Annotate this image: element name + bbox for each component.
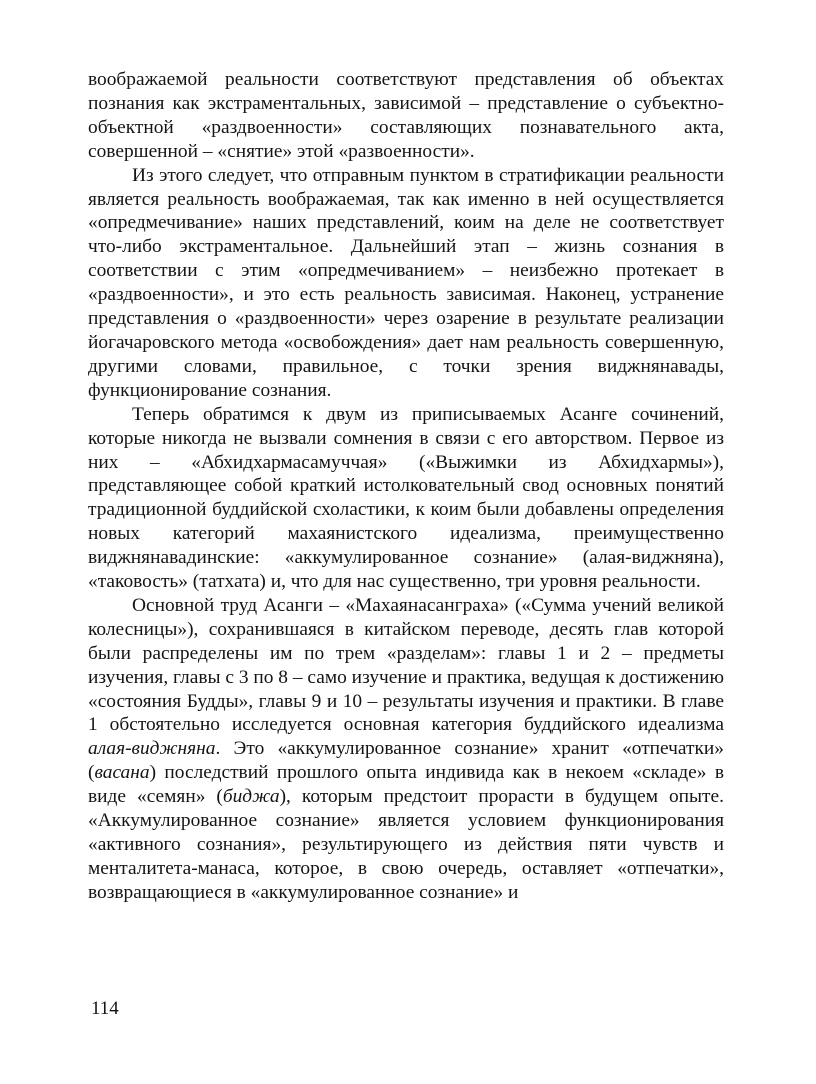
paragraph-text: Теперь обратимся к двум из приписываемых Асанге сочинений, которые никогда не вызвали сомнения в связи с его авторством. Первое из них – «Абхидхармасамуччая» («Выжимки из Абхидхармы»), представляющее собой краткий истолковательный свод основных понятий традиционной буддийской схоластики, к коим были добавлены определения новых категорий махаянистского идеализма, преимущественно виджнянавадинские: «аккумулированное сознание» (алая-виджняна), «таковость» (татхата) и, что для нас существенно, три уровня реальности. bbox=[88, 403, 724, 593]
paragraph-text: воображаемой реальности соответствуют представления об объектах познания как экстраментальных, зависимой – представление о субъектно-объектной «раздвоенности» составляющих познавательного акта, совершенной – «снятие» этой «развоенности». bbox=[88, 69, 724, 162]
paragraph bbox=[88, 164, 724, 403]
paragraph-text: Из этого следует, что отправным пунктом в стратификации реальности является реальность воображаемая, так как именно в ней осуществляется «опредмечивание» наших представлений, коим на деле не соответствует что-либо экстраментальное. Дальнейший этап – жизнь сознания в соответствии с этим «опредмечиванием» – неизбежно протекает в «раздвоенности», и это есть реальность зависимая. Наконец, устранение представления о «раздвоенности» через озарение в результате реализации йогачаровского метода «освобождения» дает нам реальность совершенную, другими словами, правильное, с точки зрения виджнянавады, функционирование сознания. bbox=[88, 164, 724, 401]
paragraph-text: ), которым предстоит прорасти в будущем опыте. «Аккумулированное сознание» является условием функционирования «активного сознания», результирующего из действия пяти чувств и менталитета-манаса, которое, в свою очередь, оставляет «отпечатки», возвращающиеся в «аккумулированное сознание» и bbox=[88, 786, 724, 903]
paragraph-text: Основной труд Асанги – «Махаянасанграха» («Сумма учений великой колесницы»), сохранившаяся в китайском переводе, десять глав которой были распределены им по трем «разделам»: главы 1 и 2 – предметы изучения, главы с 3 по 8 – само изучение и практика, ведущая к достижению «состояния Будды», главы 9 и 10 – результаты изучения и практики. В главе 1 обстоятельно исследуется основная категория буддийского идеализма bbox=[88, 594, 724, 736]
page-body-text bbox=[88, 68, 724, 905]
paragraph-text: ) последствий прошлого опыта индивида как в некоем «складе» в виде «семян» ( bbox=[88, 762, 724, 808]
italic-term: алая-виджняна bbox=[88, 738, 216, 760]
paragraph bbox=[88, 68, 724, 164]
italic-term: биджа bbox=[222, 786, 280, 808]
paragraph bbox=[88, 594, 724, 905]
paragraph-text: . Это «аккумулированное сознание» хранит «отпечатки» ( bbox=[88, 738, 724, 784]
page-number: 114 bbox=[91, 998, 119, 1019]
paragraph bbox=[88, 403, 724, 594]
italic-term: васана bbox=[94, 762, 150, 784]
